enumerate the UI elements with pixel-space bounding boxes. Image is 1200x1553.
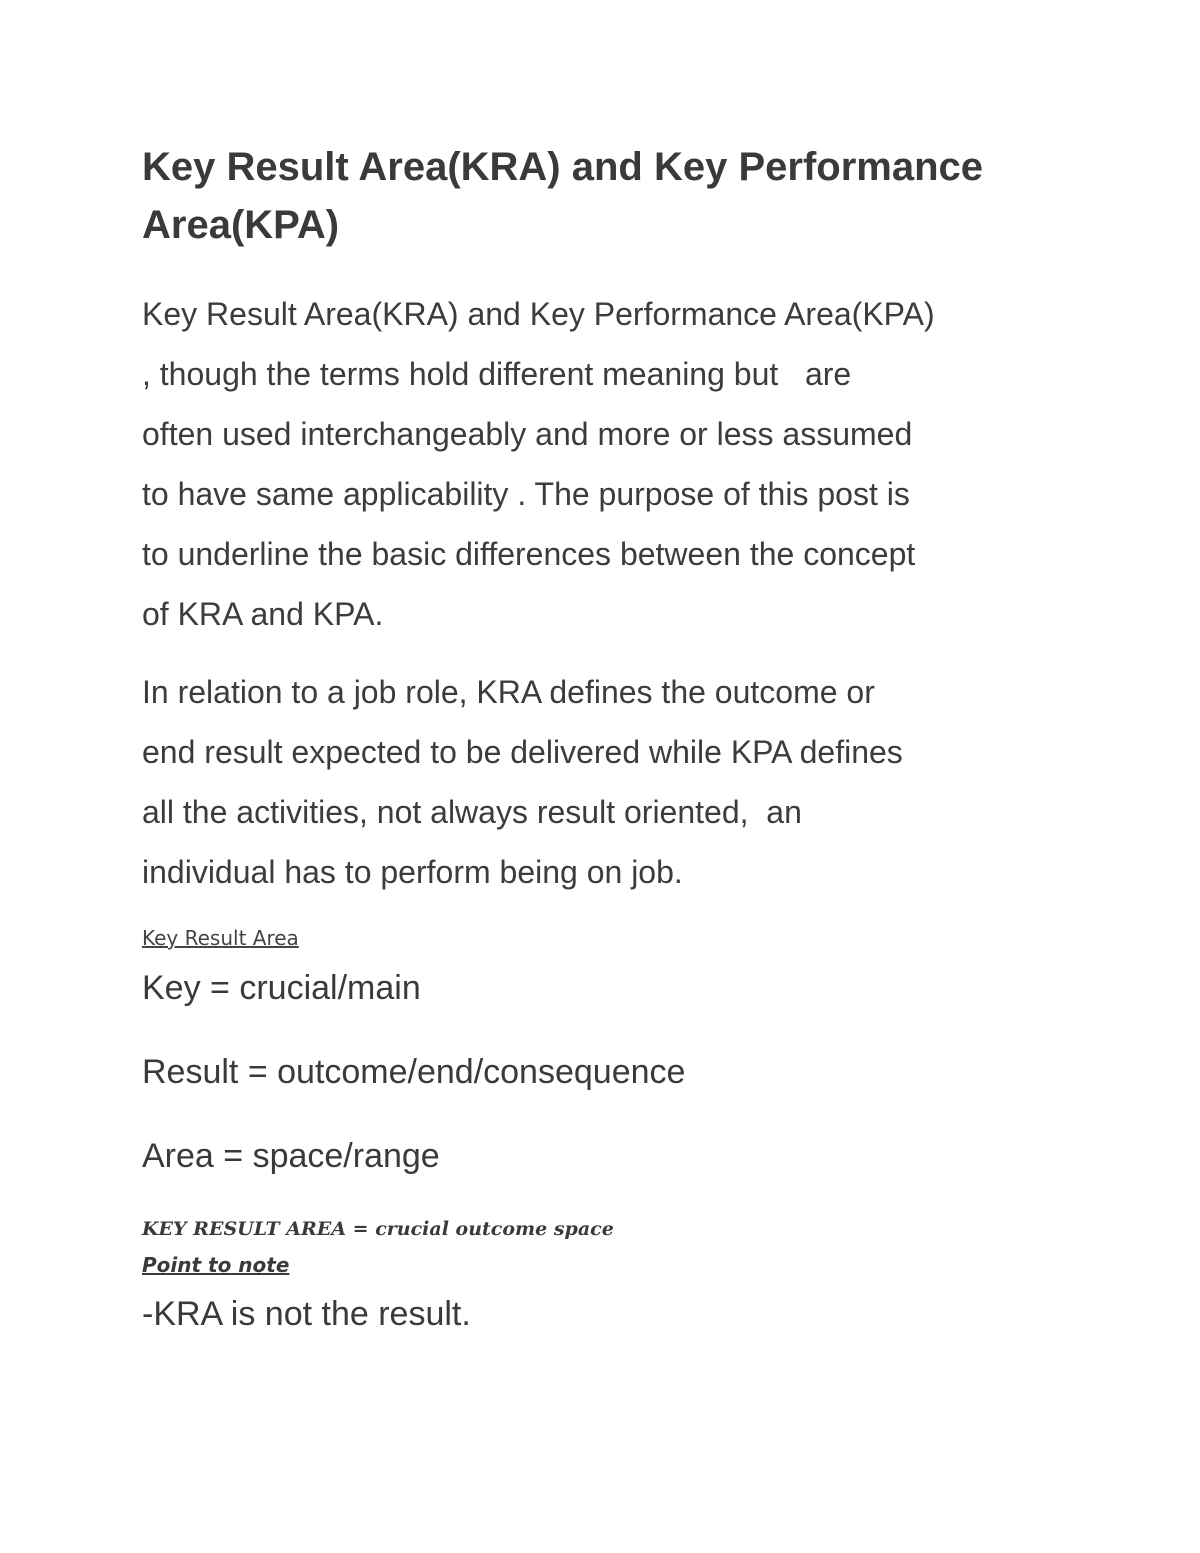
definition-area: Area = space/range: [142, 1137, 440, 1175]
title-line-1: Key Result Area(KRA) and Key Performance: [142, 145, 983, 189]
relation-line: individual has to perform being on job.: [142, 854, 683, 890]
relation-line: all the activities, not always result oriented, an: [142, 794, 802, 830]
definition-result: Result = outcome/end/consequence: [142, 1053, 686, 1091]
intro-line: to have same applicability . The purpose of this post is: [142, 476, 910, 512]
intro-line: often used interchangeably and more or less assumed: [142, 416, 913, 452]
kra-formula: KEY RESULT AREA = crucial outcome space: [142, 1218, 614, 1240]
intro-line: , though the terms hold different meaning but are: [142, 356, 852, 392]
intro-line: to underline the basic differences between the concept: [142, 536, 916, 572]
note-heading: Point to note: [142, 1253, 290, 1277]
relation-line: end result expected to be delivered while KPA defines: [142, 734, 903, 770]
document-content: [142, 138, 1062, 1338]
relation-paragraph: [142, 662, 1062, 902]
note-text: -KRA is not the result.: [142, 1295, 471, 1333]
intro-paragraph: [142, 284, 1062, 644]
document-title: [142, 138, 1062, 254]
relation-line: In relation to a job role, KRA defines the outcome or: [142, 674, 875, 710]
section-label: Key Result Area: [142, 926, 299, 950]
intro-line: of KRA and KPA.: [142, 596, 384, 632]
definition-key: Key = crucial/main: [142, 969, 421, 1007]
title-line-2: Area(KPA): [142, 203, 340, 247]
intro-line: Key Result Area(KRA) and Key Performance Area(KPA): [142, 296, 935, 332]
